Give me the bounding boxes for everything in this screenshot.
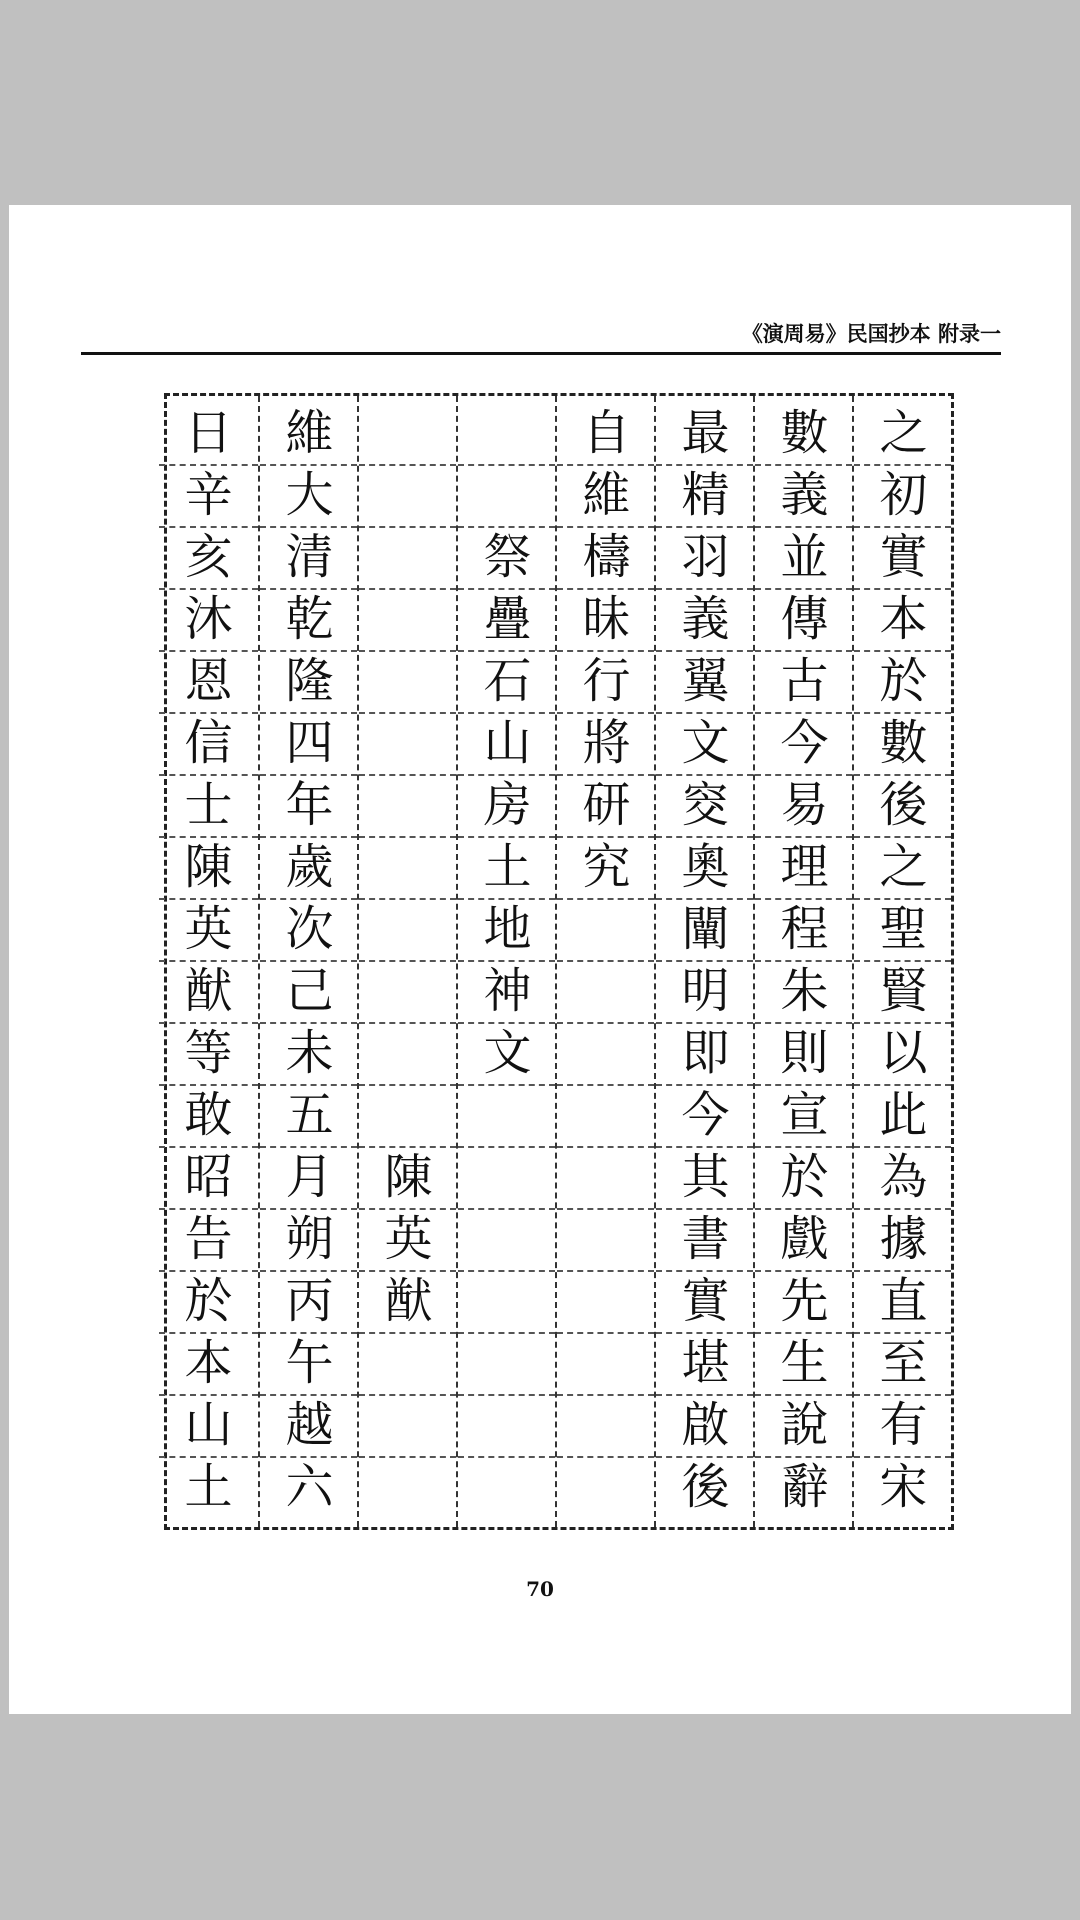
character-cell: 精 bbox=[681, 467, 730, 523]
character-cell: 賢 bbox=[879, 963, 928, 1019]
character-cell: 此 bbox=[879, 1087, 928, 1143]
character-cell: 山 bbox=[483, 715, 532, 771]
character-cell: 以 bbox=[879, 1025, 928, 1081]
character-cell: 為 bbox=[879, 1149, 928, 1205]
character-cell: 朔 bbox=[285, 1211, 334, 1267]
character-cell: 今 bbox=[780, 715, 829, 771]
character-cell: 宋 bbox=[879, 1459, 928, 1515]
character-cell: 己 bbox=[285, 963, 334, 1019]
grid-line bbox=[458, 1270, 555, 1272]
page bbox=[9, 205, 1071, 1714]
character-cell: 昭 bbox=[184, 1149, 233, 1205]
character-cell: 文 bbox=[483, 1025, 532, 1081]
character-cell bbox=[359, 1022, 458, 1084]
character-cell bbox=[359, 898, 458, 960]
grid-line bbox=[557, 1456, 654, 1458]
text-column bbox=[555, 396, 654, 1527]
character-cell: 書 bbox=[681, 1211, 730, 1267]
character-cell: 士 bbox=[184, 777, 233, 833]
character-cell bbox=[359, 402, 458, 464]
character-cell: 陳 bbox=[184, 839, 233, 895]
manuscript-grid bbox=[164, 393, 954, 1530]
text-column bbox=[258, 396, 357, 1527]
character-cell: 於 bbox=[879, 653, 928, 709]
character-cell: 次 bbox=[285, 901, 334, 957]
page-number: 70 bbox=[526, 1577, 554, 1601]
character-cell: 宣 bbox=[780, 1087, 829, 1143]
character-cell: 未 bbox=[285, 1025, 334, 1081]
character-cell: 維 bbox=[285, 405, 334, 461]
grid-line bbox=[458, 1456, 555, 1458]
character-cell bbox=[359, 650, 458, 712]
character-cell: 程 bbox=[780, 901, 829, 957]
character-cell bbox=[359, 712, 458, 774]
character-cell: 易 bbox=[780, 777, 829, 833]
character-cell: 昧 bbox=[582, 591, 631, 647]
character-cell: 據 bbox=[879, 1211, 928, 1267]
character-cell: 清 bbox=[285, 529, 334, 585]
character-cell: 古 bbox=[780, 653, 829, 709]
character-cell: 丙 bbox=[285, 1273, 334, 1329]
character-cell: 說 bbox=[780, 1397, 829, 1453]
character-cell: 猷 bbox=[384, 1273, 433, 1329]
character-cell: 年 bbox=[285, 777, 334, 833]
character-cell: 傳 bbox=[780, 591, 829, 647]
grid-line bbox=[557, 1394, 654, 1396]
character-cell: 並 bbox=[780, 529, 829, 585]
text-column bbox=[357, 396, 456, 1527]
character-cell: 聖 bbox=[879, 901, 928, 957]
text-column bbox=[159, 396, 258, 1527]
character-cell: 告 bbox=[184, 1211, 233, 1267]
character-cell: 隆 bbox=[285, 653, 334, 709]
character-cell: 有 bbox=[879, 1397, 928, 1453]
running-header: 《演周易》民国抄本 附录一 bbox=[741, 322, 1001, 346]
grid-line bbox=[359, 1332, 456, 1334]
character-cell bbox=[458, 402, 557, 464]
grid-line bbox=[359, 1394, 456, 1396]
character-cell: 英 bbox=[184, 901, 233, 957]
character-cell: 後 bbox=[879, 777, 928, 833]
character-cell: 文 bbox=[681, 715, 730, 771]
character-cell: 神 bbox=[483, 963, 532, 1019]
character-cell: 辛 bbox=[184, 467, 233, 523]
character-cell: 月 bbox=[285, 1149, 334, 1205]
character-cell: 亥 bbox=[184, 529, 233, 585]
character-cell: 五 bbox=[285, 1087, 334, 1143]
character-cell: 房 bbox=[483, 777, 532, 833]
character-cell: 戲 bbox=[780, 1211, 829, 1267]
character-cell: 義 bbox=[681, 591, 730, 647]
character-cell: 今 bbox=[681, 1087, 730, 1143]
character-cell: 辭 bbox=[780, 1459, 829, 1515]
text-column bbox=[456, 396, 555, 1527]
character-cell bbox=[359, 464, 458, 526]
character-cell: 奧 bbox=[681, 839, 730, 895]
character-cell: 直 bbox=[879, 1273, 928, 1329]
character-cell: 地 bbox=[483, 901, 532, 957]
character-cell: 行 bbox=[582, 653, 631, 709]
character-cell: 羽 bbox=[681, 529, 730, 585]
character-cell: 將 bbox=[582, 715, 631, 771]
character-cell: 日 bbox=[184, 405, 233, 461]
character-cell: 陳 bbox=[384, 1149, 433, 1205]
character-cell: 最 bbox=[681, 405, 730, 461]
grid-line bbox=[557, 1332, 654, 1334]
character-cell: 其 bbox=[681, 1149, 730, 1205]
character-cell: 沐 bbox=[184, 591, 233, 647]
character-cell: 等 bbox=[184, 1025, 233, 1081]
character-cell: 研 bbox=[582, 777, 631, 833]
character-cell: 窔 bbox=[681, 777, 730, 833]
character-cell: 之 bbox=[879, 839, 928, 895]
character-cell: 本 bbox=[184, 1335, 233, 1391]
character-cell: 後 bbox=[681, 1459, 730, 1515]
character-cell: 於 bbox=[184, 1273, 233, 1329]
character-cell: 山 bbox=[184, 1397, 233, 1453]
character-cell: 實 bbox=[879, 529, 928, 585]
grid-line bbox=[458, 1084, 555, 1086]
character-cell bbox=[458, 464, 557, 526]
character-cell: 歲 bbox=[285, 839, 334, 895]
character-cell bbox=[359, 588, 458, 650]
character-cell: 至 bbox=[879, 1335, 928, 1391]
header-rule bbox=[81, 352, 1001, 355]
character-cell: 啟 bbox=[681, 1397, 730, 1453]
character-cell: 究 bbox=[582, 839, 631, 895]
character-cell: 初 bbox=[879, 467, 928, 523]
character-cell: 即 bbox=[681, 1025, 730, 1081]
grid-line bbox=[557, 1270, 654, 1272]
character-cell: 堪 bbox=[681, 1335, 730, 1391]
character-cell: 先 bbox=[780, 1273, 829, 1329]
character-cell: 六 bbox=[285, 1459, 334, 1515]
character-cell: 實 bbox=[681, 1273, 730, 1329]
character-cell: 維 bbox=[582, 467, 631, 523]
grid-line bbox=[557, 1208, 654, 1210]
character-cell: 之 bbox=[879, 405, 928, 461]
text-column bbox=[654, 396, 753, 1527]
character-cell: 恩 bbox=[184, 653, 233, 709]
character-cell: 午 bbox=[285, 1335, 334, 1391]
character-cell: 朱 bbox=[780, 963, 829, 1019]
character-cell: 檮 bbox=[582, 529, 631, 585]
character-cell: 明 bbox=[681, 963, 730, 1019]
character-cell: 理 bbox=[780, 839, 829, 895]
character-cell: 義 bbox=[780, 467, 829, 523]
character-cell bbox=[359, 774, 458, 836]
grid-line bbox=[557, 1084, 654, 1086]
character-cell: 翼 bbox=[681, 653, 730, 709]
character-cell: 石 bbox=[483, 653, 532, 709]
character-cell bbox=[359, 960, 458, 1022]
grid-line bbox=[458, 1332, 555, 1334]
grid-line bbox=[557, 1146, 654, 1148]
grid-line bbox=[359, 1456, 456, 1458]
character-cell: 英 bbox=[384, 1211, 433, 1267]
grid-line bbox=[557, 1022, 654, 1024]
character-cell bbox=[359, 1084, 458, 1146]
grid-line bbox=[458, 1208, 555, 1210]
text-column bbox=[852, 396, 951, 1527]
character-cell bbox=[359, 526, 458, 588]
character-cell: 信 bbox=[184, 715, 233, 771]
character-cell: 大 bbox=[285, 467, 334, 523]
character-cell: 乾 bbox=[285, 591, 334, 647]
character-cell: 則 bbox=[780, 1025, 829, 1081]
character-cell: 四 bbox=[285, 715, 334, 771]
grid-line bbox=[458, 1146, 555, 1148]
character-cell: 土 bbox=[483, 839, 532, 895]
character-cell: 猷 bbox=[184, 963, 233, 1019]
character-cell: 生 bbox=[780, 1335, 829, 1391]
grid-line bbox=[557, 960, 654, 962]
character-cell: 自 bbox=[582, 405, 631, 461]
text-column bbox=[753, 396, 852, 1527]
character-cell: 敢 bbox=[184, 1087, 233, 1143]
character-cell: 數 bbox=[780, 405, 829, 461]
grid-line bbox=[458, 1394, 555, 1396]
character-cell: 越 bbox=[285, 1397, 334, 1453]
character-cell bbox=[359, 836, 458, 898]
character-cell: 數 bbox=[879, 715, 928, 771]
character-cell: 於 bbox=[780, 1149, 829, 1205]
character-cell: 土 bbox=[184, 1459, 233, 1515]
grid-line bbox=[557, 898, 654, 900]
character-cell: 闡 bbox=[681, 901, 730, 957]
character-cell: 疊 bbox=[483, 591, 532, 647]
character-cell: 祭 bbox=[483, 529, 532, 585]
character-cell: 本 bbox=[879, 591, 928, 647]
